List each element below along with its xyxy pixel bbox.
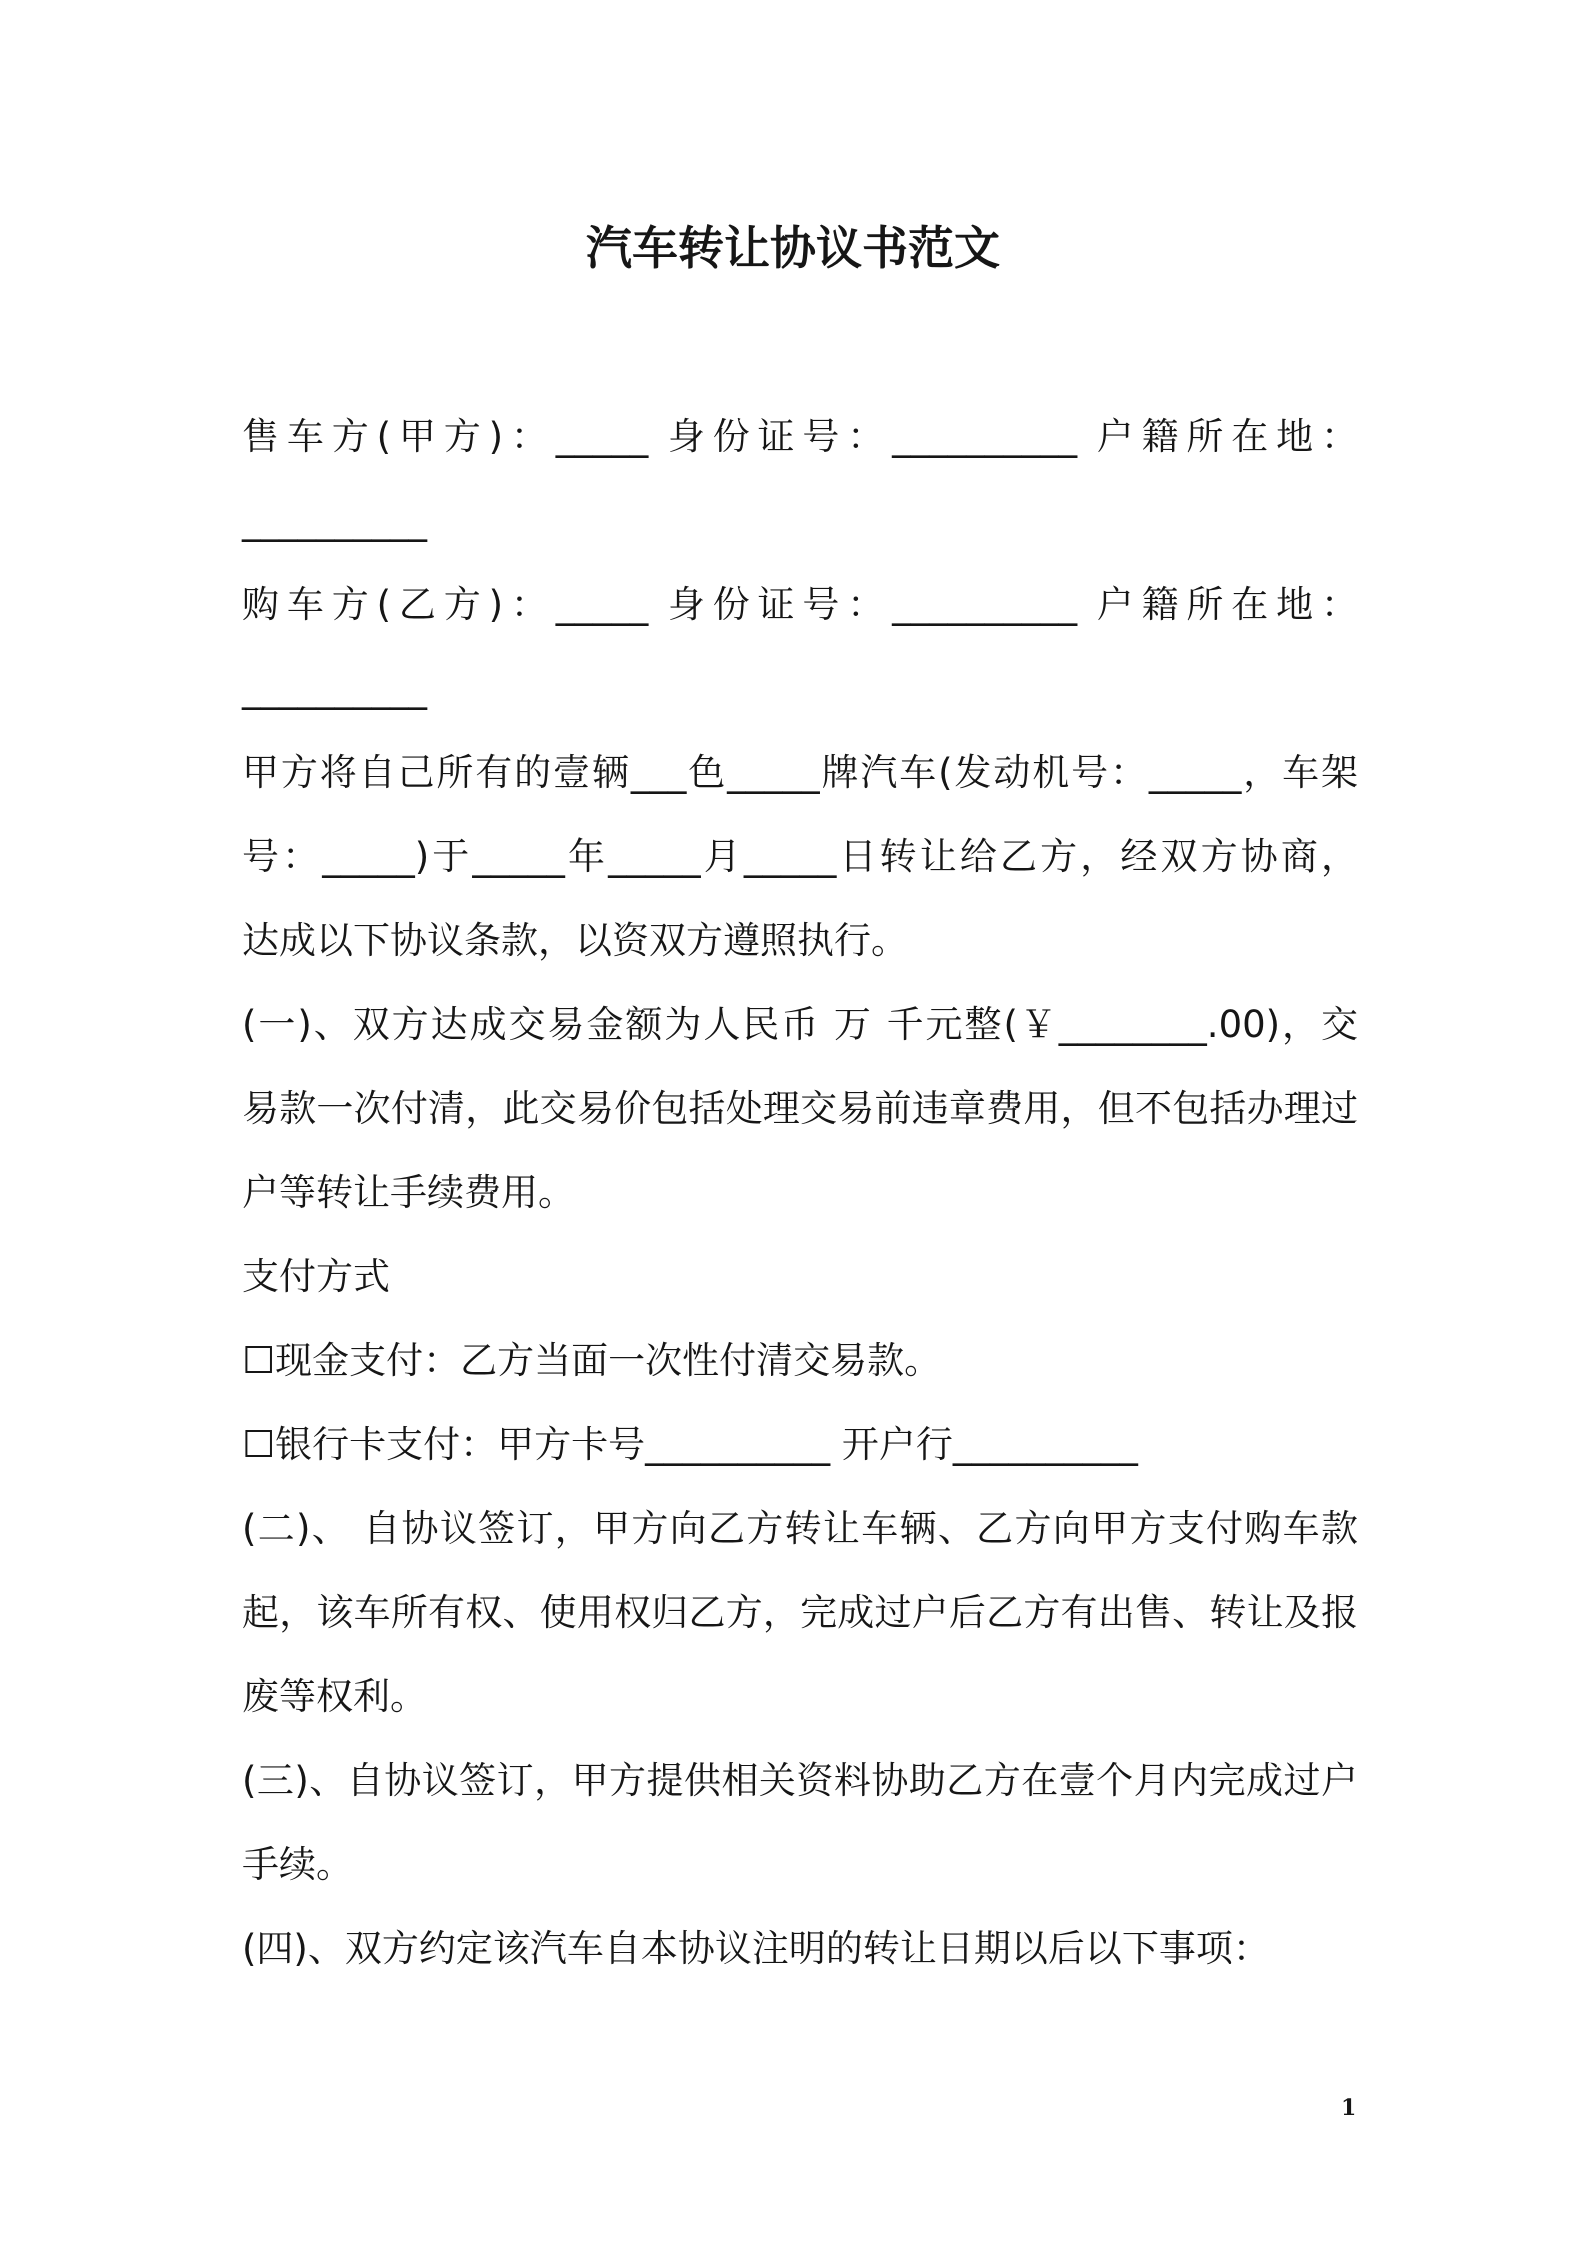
- payment-method-section: [242, 1235, 1358, 1487]
- paragraph-line: 甲方将自己所有的壹辆___色_____牌汽车(发动机号：_____，车架: [242, 751, 1358, 794]
- paragraph-line: 手续。: [242, 1843, 353, 1886]
- seller-address-blank: __________: [242, 499, 427, 542]
- paragraph-line: 易款一次付清，此交易价包括处理交易前违章费用，但不包括办理过: [242, 1087, 1358, 1130]
- paragraph-line: 号：_____)于_____年_____月_____日转让给乙方，经双方协商，: [242, 835, 1358, 878]
- paragraph-line: 户等转让手续费用。: [242, 1171, 575, 1214]
- cash-payment-option: ☐现金支付：乙方当面一次性付清交易款。: [242, 1339, 942, 1382]
- paragraph-line: (一)、双方达成交易金额为人民币 万 千元整(￥________.00)，交: [242, 1003, 1358, 1046]
- intro-paragraph: [242, 731, 1358, 983]
- clause-2: [242, 1487, 1358, 1739]
- clause-1: [242, 983, 1358, 1235]
- buyer-info-line: 购车方(乙方)：_____ 身份证号：__________ 户籍所在地：: [242, 583, 1358, 626]
- paragraph-line: (四)、双方约定该汽车自本协议注明的转让日期以后以下事项：: [242, 1927, 1270, 1970]
- document-body: [242, 395, 1358, 1991]
- paragraph-line: 达成以下协议条款，以资双方遵照执行。: [242, 919, 908, 962]
- payment-method-heading: 支付方式: [242, 1255, 390, 1298]
- clause-3: [242, 1739, 1358, 1907]
- paragraph-line: 起，该车所有权、使用权归乙方，完成过户后乙方有出售、转让及报: [242, 1591, 1358, 1634]
- document-title: 汽车转让协议书范文: [586, 221, 1000, 275]
- buyer-party: [242, 563, 1358, 731]
- paragraph-line: (三)、自协议签订，甲方提供相关资料协助乙方在壹个月内完成过户: [242, 1759, 1358, 1802]
- page-number: 1: [1341, 2095, 1357, 2121]
- buyer-address-blank: __________: [242, 667, 427, 710]
- paragraph-line: (二)、 自协议签订，甲方向乙方转让车辆、乙方向甲方支付购车款: [242, 1507, 1358, 1550]
- bank-card-payment-option: ☐银行卡支付：甲方卡号__________ 开户行__________: [242, 1423, 1138, 1466]
- seller-party: [242, 395, 1358, 563]
- seller-info-line: 售车方(甲方)：_____ 身份证号：__________ 户籍所在地：: [242, 415, 1358, 458]
- paragraph-line: 废等权利。: [242, 1675, 427, 1718]
- clause-4: [242, 1907, 1358, 1991]
